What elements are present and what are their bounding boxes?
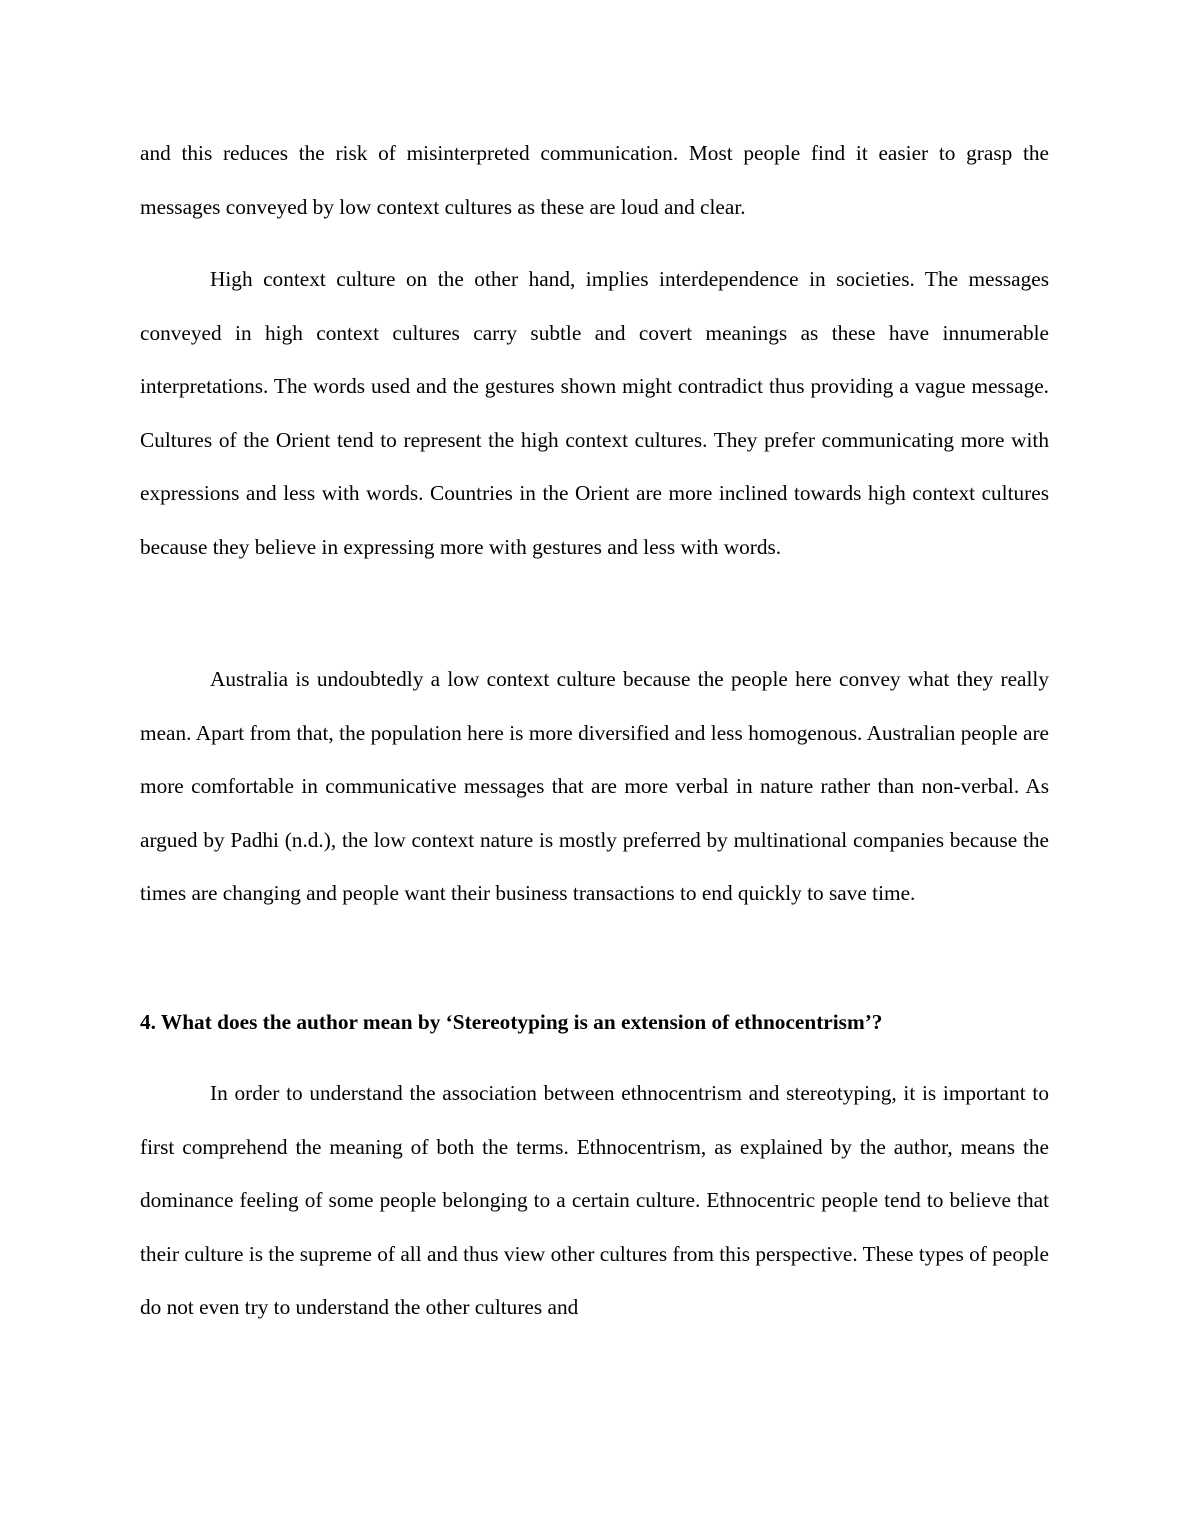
section-heading-question-4: 4. What does the author mean by ‘Stereotyping is an extension of ethnocentrism’? — [140, 1010, 883, 1034]
paragraph-high-context-culture: High context culture on the other hand, implies interdependence in societies. The messages conveyed in high context cultures carry subtle and covert meanings as these have innumerable interpretations. The words used and the gestures shown might contradict thus providing a vague message. Cultures of the Orient tend to represent the high context cultures. They prefer communicating more with expressions and less with words. Countries in the Orient are more inclined towards high context cultures because they believe in expressing more with gestures and less with words. — [140, 267, 1049, 559]
paragraph-australia-low-context: Australia is undoubtedly a low context culture because the people here convey what they really mean. Apart from that, the population here is more diversified and less homogenous. Australian people are more comfortable in communicative messages that are more verbal in nature rather than non-verbal. As argued by Padhi (n.d.), the low context nature is mostly preferred by multinational companies because the times are changing and people want their business transactions to end quickly to save time. — [140, 667, 1049, 906]
paragraph-continuation: and this reduces the risk of misinterpreted communication. Most people find it easier to grasp the messages conveyed by low context cultures as these are loud and clear. — [140, 141, 1049, 219]
paragraph-ethnocentrism-stereotyping: In order to understand the association between ethnocentrism and stereotyping, it is important to first comprehend the meaning of both the terms. Ethnocentrism, as explained by the author, means the dominance feeling of some people belonging to a certain culture. Ethnocentric people tend to believe that their culture is the supreme of all and thus view other cultures from this perspective. These types of people do not even try to understand the other cultures and — [140, 1081, 1049, 1320]
